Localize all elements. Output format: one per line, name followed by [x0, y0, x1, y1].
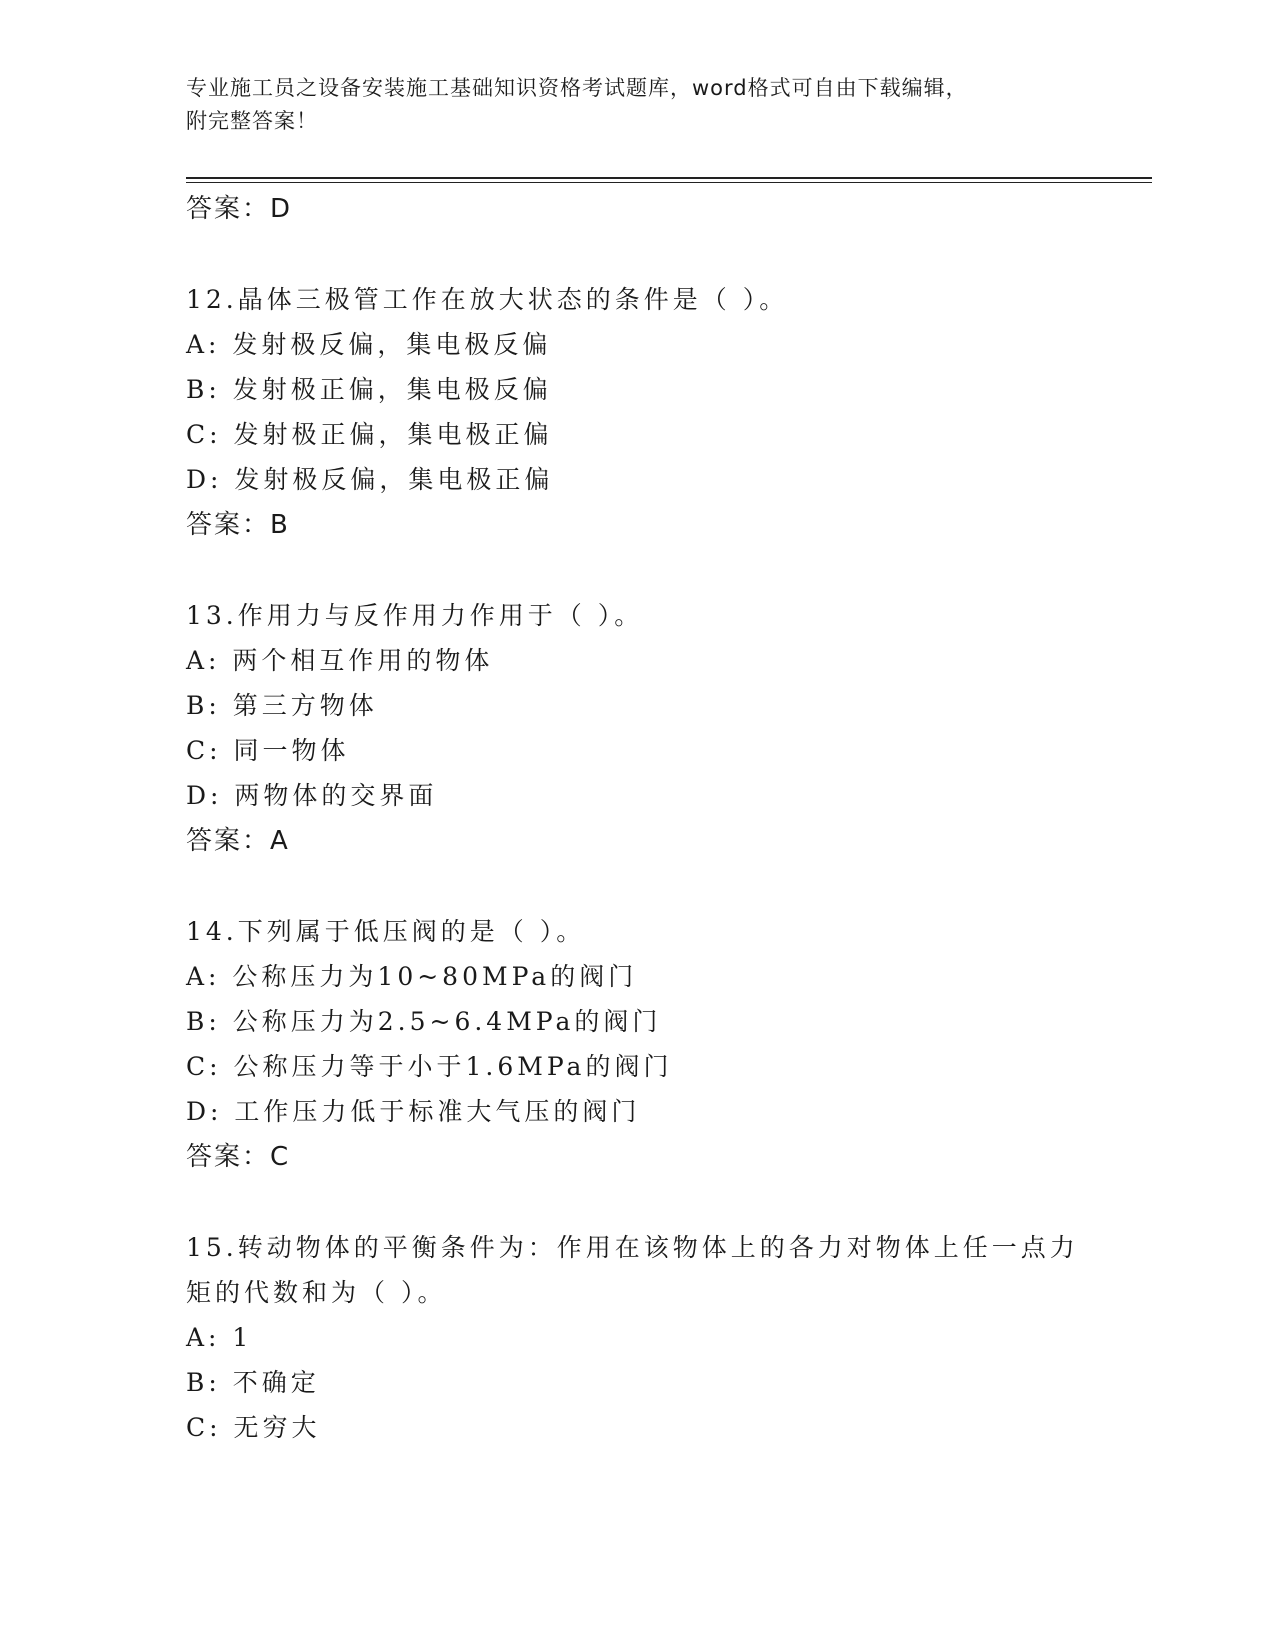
option-b: B: 第三方物体	[186, 691, 378, 720]
question-stem: 14.下列属于低压阀的是（ ）。	[186, 917, 586, 946]
option-c: C: 发射极正偏，集电极正偏	[186, 420, 553, 449]
answer-line: 答案：B	[186, 510, 290, 540]
answer-line: 答案：D	[186, 194, 293, 224]
answer-line: 答案：A	[186, 826, 290, 856]
option-b: B: 公称压力为2.5~6.4MPa的阀门	[186, 1007, 662, 1036]
option-d: D: 工作压力低于标准大气压的阀门	[186, 1097, 641, 1126]
option-a: A: 两个相互作用的物体	[186, 646, 494, 675]
header-line-1: 专业施工员之设备安装施工基础知识资格考试题库，word格式可自由下载编辑，	[186, 76, 968, 100]
header-rule-thin	[186, 182, 1152, 183]
document-header	[186, 72, 1086, 138]
option-c: C: 无穷大	[186, 1413, 321, 1442]
header-line-2: 附完整答案！	[186, 109, 318, 133]
header-rule-thick	[186, 177, 1152, 179]
question-stem: 12.晶体三极管工作在放大状态的条件是（ ）。	[186, 285, 789, 314]
option-d: D: 两物体的交界面	[186, 781, 438, 810]
question-stem: 13.作用力与反作用力作用于（ ）。	[186, 601, 644, 630]
answer-line: 答案：C	[186, 1142, 291, 1172]
option-a: A: 发射极反偏，集电极反偏	[186, 330, 552, 359]
option-a: A: 公称压力为10~80MPa的阀门	[186, 962, 638, 991]
question-list	[186, 190, 1086, 1450]
option-d: D: 发射极反偏，集电极正偏	[186, 465, 554, 494]
option-b: B: 不确定	[186, 1368, 320, 1397]
option-a: A: 1	[186, 1323, 253, 1352]
option-b: B: 发射极正偏，集电极反偏	[186, 375, 552, 404]
question-stem: 15.转动物体的平衡条件为：作用在该物体上的各力对物体上任一点力矩的代数和为（ ）。	[186, 1233, 1079, 1307]
option-c: C: 同一物体	[186, 736, 350, 765]
option-c: C: 公称压力等于小于1.6MPa的阀门	[186, 1052, 673, 1081]
